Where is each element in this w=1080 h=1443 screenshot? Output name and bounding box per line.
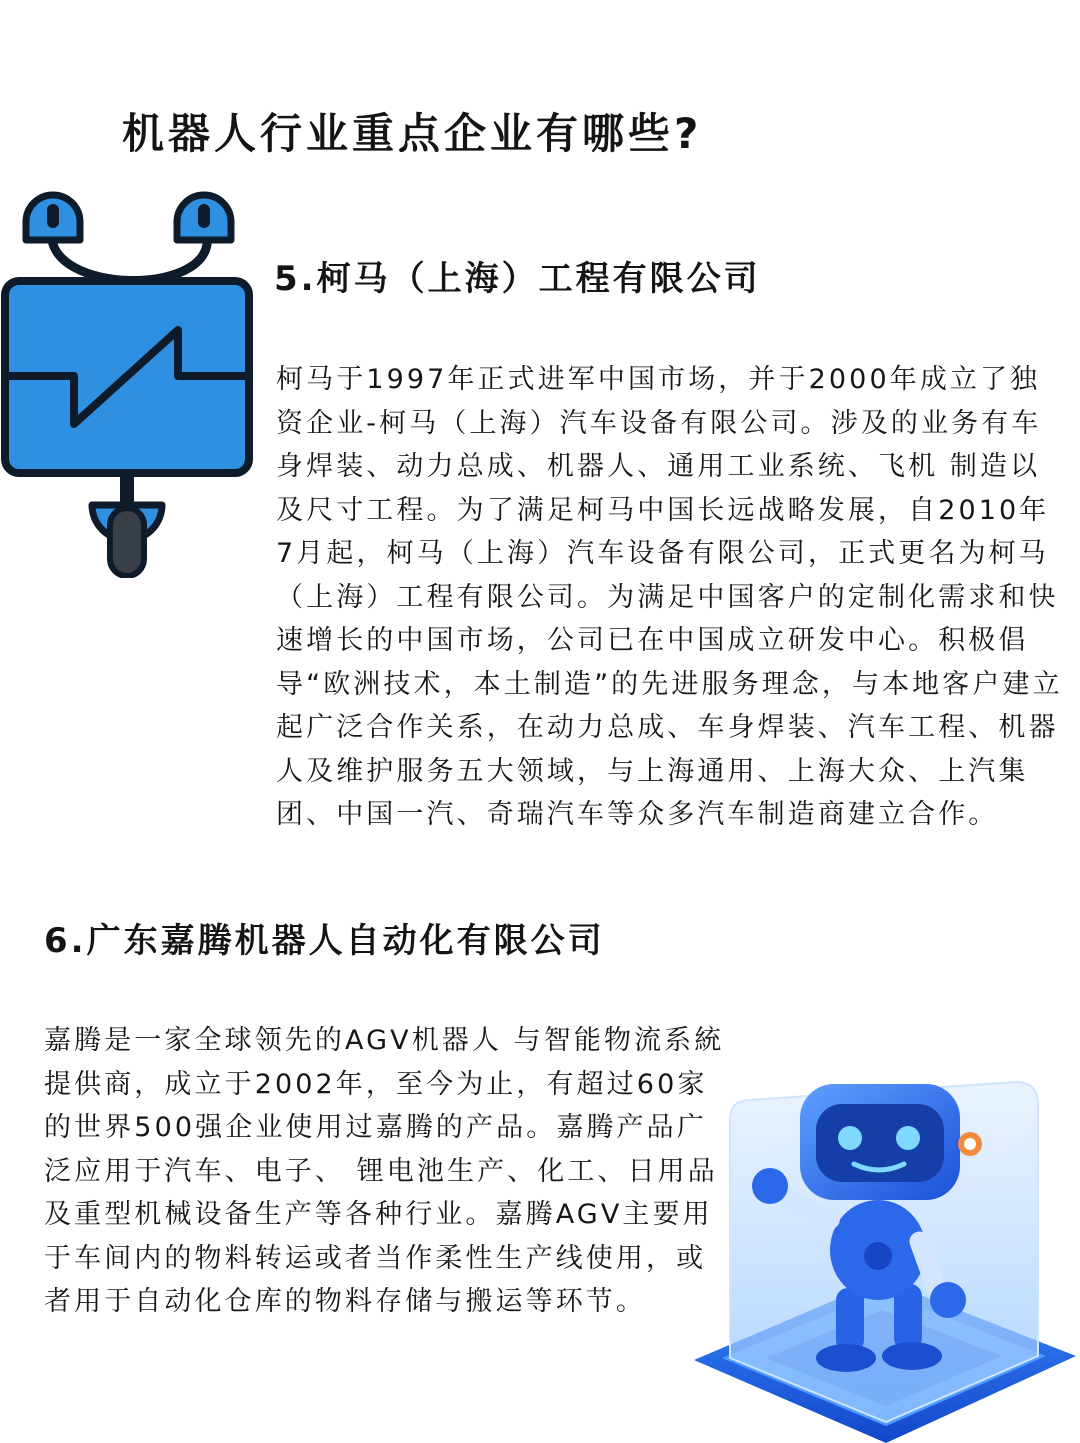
section-body-6: 嘉腾是一家全球领先的AGV机器人 与智能物流系統提供商，成立于2002年，至今为止，有超过60家的世界500强企业使用过嘉腾的产品。嘉腾产品广泛应用于汽车、电子、 锂电池生产、化工、日用品及重型机械设备生产等各种行业。嘉腾AGV主要用于车间内的物料转运或者当作柔性生产线使用，或者用于自动化仓库的物料存储与搬运等环节。 — [44, 1025, 725, 1317]
section-heading-5: 5.柯马（上海）工程有限公司 — [274, 259, 761, 299]
3d-robot-illustration — [686, 1060, 1080, 1443]
page-title: 机器人行业重点企业有哪些? — [122, 109, 703, 158]
section-heading-6: 6.广东嘉腾机器人自动化有限公司 — [44, 921, 605, 961]
section-body-5: 柯马于1997年正式进军中国市场，并于2000年成立了独资企业-柯马（上海）汽车设备有限公司。涉及的业务有车身焊装、动力总成、机器人、通用工业系统、飞机 制造以及尺寸工程。为了满足柯马中国长远战略发展，自2010年7月起，柯马（上海）汽车设备有限公司，正式更名为柯马（上海）工程有限公司。为满足中国客户的定制化需求和快速增长的中国市场，公司已在中国成立研发中心。积极倡导“欧洲技术，本土制造”的先进服务理念，与本地客户建立起广泛合作关系，在动力总成、车身焊装、汽车工程、机器人及维护服务五大领域，与上海通用、上海大众、上汽集团、中国一汽、奇瑞汽车等众多汽车制造商建立合作。 — [276, 364, 1063, 830]
industrial-robot-icon — [0, 178, 262, 578]
